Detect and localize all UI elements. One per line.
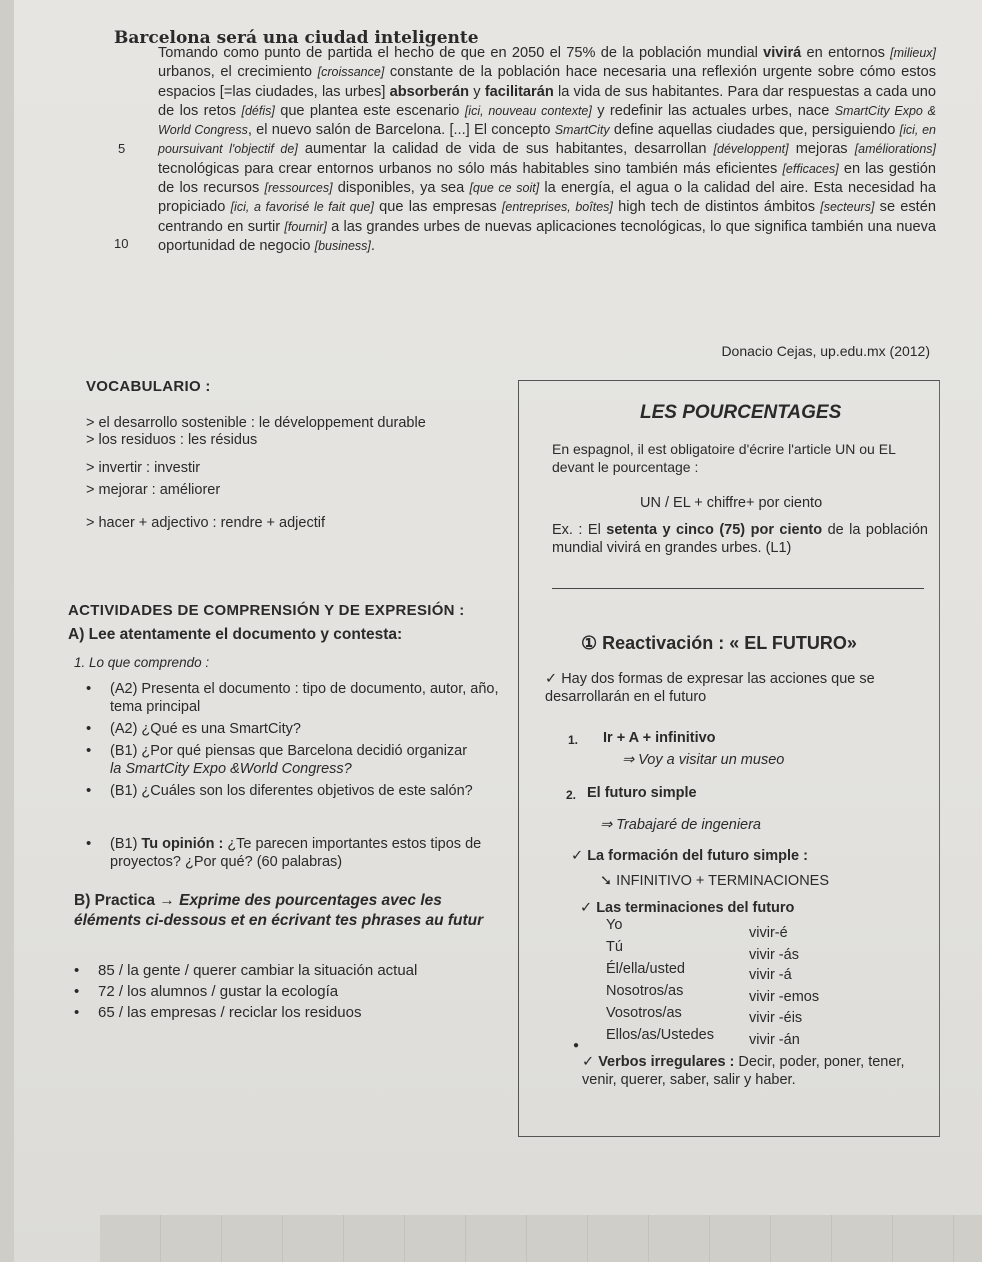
question-item: • (A2) Presenta el documento : tipo de documento, autor, año, tema principal bbox=[86, 680, 502, 716]
form-2-example: ⇒ Trabajaré de ingeniera bbox=[600, 817, 762, 833]
ending-tu: vivir -ás bbox=[749, 947, 799, 963]
box-example: Ex. : El setenta y cinco (75) por ciento de la población mundial vivirá en grandes urbes. (L1) bbox=[552, 522, 928, 556]
divider bbox=[552, 588, 924, 589]
ending-yo: vivir-é bbox=[749, 925, 788, 941]
line-number-10: 10 bbox=[114, 236, 129, 251]
ending-el: vivir -á bbox=[749, 967, 792, 983]
practice-item: • 72 / los alumnos / gustar la ecología bbox=[74, 981, 514, 1002]
vocab-item: > el desarrollo sostenible : le développement durable bbox=[86, 415, 426, 431]
check-icon: ✓ bbox=[545, 671, 558, 687]
formation-title: ✓ La formación del futuro simple : bbox=[571, 848, 808, 864]
endings-title: ✓ Las terminaciones del futuro bbox=[580, 900, 795, 916]
background-grid bbox=[100, 1215, 982, 1262]
vocab-item: > hacer + adjectivo : rendre + adjectif bbox=[86, 515, 325, 531]
practice-item: • 65 / las empresas / reciclar los residuos bbox=[74, 1002, 514, 1023]
vocab-item: > mejorar : améliorer bbox=[86, 482, 221, 498]
pronoun-yo: Yo bbox=[606, 917, 623, 933]
article-body: Tomando como punto de partida el hecho de que en 2050 el 75% de la población mundial vivirá en entornos [milieux] urbanos, el crecimiento [croissance] constante de la población hace necesaria una reflexión urgente sobre cómo estos espacios [=las ciudades, las urbes] absorberán y facilitarán la vida de sus habitantes. Para dar respuestas a cada uno de los retos [défis] que plantea este escenario [ici, nouveau contexte] y redefinir las actuales urbes, nace SmartCity Expo & World Congress, el nuevo salón de Barcelona. [...] El concepto SmartCity define aquellas ciudades que, persiguiendo [ici, en poursuivant l'objectif de] aumentar la calidad de vida de sus habitantes, desarrollan [développent] mejoras [améliorations] tecnológicas para crear entornos urbanos no sólo más habitables sino también más eficientes [efficaces] en las gestión de los recursos [ressources] disponibles, ya sea [que ce soit] la energía, el agua o la calidad del aire. Esta necesidad ha propiciado [ici, a favorisé le fait que] que las empresas [entreprises, boîtes] high tech de distintos ámbitos [secteurs] se estén centrando en surtir [fournir] a las grandes urbes de nuevas aplicaciones tecnológicas, lo que significa también una nueva oportunidad de negocio [business]. bbox=[158, 45, 937, 254]
pronoun-el: Él/ella/usted bbox=[606, 961, 685, 977]
form-1-number: 1. bbox=[568, 733, 579, 747]
pronoun-ellos: Ellos/as/Ustedes bbox=[606, 1027, 714, 1043]
opinion-question bbox=[86, 835, 502, 871]
bullet-dot: ● bbox=[573, 1040, 580, 1051]
check-icon: ✓ bbox=[571, 848, 584, 864]
check-icon: ✓ bbox=[582, 1054, 595, 1070]
question-item: • (A2) ¿Qué es una SmartCity? bbox=[86, 720, 502, 738]
pronoun-vosotros: Vosotros/as bbox=[606, 1005, 682, 1021]
circled-one-icon: ① bbox=[581, 633, 598, 653]
article-source: Donacio Cejas, up.edu.mx (2012) bbox=[721, 343, 930, 359]
activities-heading: ACTIVIDADES DE COMPRENSIÓN Y DE EXPRESIÓN : bbox=[68, 602, 465, 619]
ending-vosotros: vivir -éis bbox=[749, 1010, 803, 1026]
box-intro: En espagnol, il est obligatoire d'écrire l'article UN ou EL devant le pourcentage : bbox=[552, 441, 896, 475]
irregular-verbs: ✓ Verbos irregulares : Decir, poder, poner, tener, venir, querer, saber, salir y haber. bbox=[582, 1054, 905, 1088]
box-formula: UN / EL + chiffre+ por ciento bbox=[640, 495, 823, 511]
article-title: Barcelona será una ciudad inteligente bbox=[114, 28, 479, 48]
section-b-title: B) Practica → Exprime des pourcentages avec les éléments ci-dessous et en écrivant tes phrases au futur bbox=[74, 892, 484, 929]
question-item: • (B1) ¿Por qué piensas que Barcelona decidió organizar la SmartCity Expo &World Congress? bbox=[86, 742, 502, 778]
reactivation-title: ① Reactivación : « EL FUTURO» bbox=[581, 633, 857, 653]
future-intro: ✓ Hay dos formas de expresar las acciones que se desarrollarán en el futuro bbox=[545, 671, 875, 705]
vocab-item: > invertir : investir bbox=[86, 460, 201, 476]
practice-list bbox=[74, 960, 514, 1023]
section-a-title: A) Lee atentamente el documento y contesta: bbox=[68, 626, 403, 643]
questions-list bbox=[86, 680, 502, 800]
question-item: • (B1) ¿Cuáles son los diferentes objetivos de este salón? bbox=[86, 782, 502, 800]
form-1-example: ⇒ Voy a visitar un museo bbox=[622, 752, 785, 768]
ending-nosotros: vivir -emos bbox=[749, 989, 820, 1005]
formation-rule: ➘ INFINITIVO + TERMINACIONES bbox=[600, 873, 830, 889]
page-edge bbox=[0, 0, 14, 1262]
box-title: LES POURCENTAGES bbox=[640, 402, 842, 423]
form-2-number: 2. bbox=[566, 788, 577, 802]
arrow-right-icon: → bbox=[159, 892, 175, 909]
form-1-title: Ir + A + infinitivo bbox=[603, 730, 716, 746]
vocab-heading: VOCABULARIO : bbox=[86, 378, 211, 395]
question-item: • (B1) Tu opinión : ¿Te parecen importantes estos tipos de proyectos? ¿Por qué? (60 palabras) bbox=[86, 835, 502, 871]
check-icon: ✓ bbox=[580, 900, 593, 916]
practice-item: • 85 / la gente / querer cambiar la situación actual bbox=[74, 960, 514, 981]
form-2-title: El futuro simple bbox=[587, 785, 697, 801]
subsection-1: 1. Lo que comprendo : bbox=[74, 655, 210, 670]
line-number-5: 5 bbox=[118, 141, 126, 156]
pronoun-nosotros: Nosotros/as bbox=[606, 983, 684, 999]
pronoun-tu: Tú bbox=[606, 939, 623, 955]
ending-ellos: vivir -án bbox=[749, 1032, 800, 1048]
vocab-item: > los residuos : les résidus bbox=[86, 432, 258, 448]
